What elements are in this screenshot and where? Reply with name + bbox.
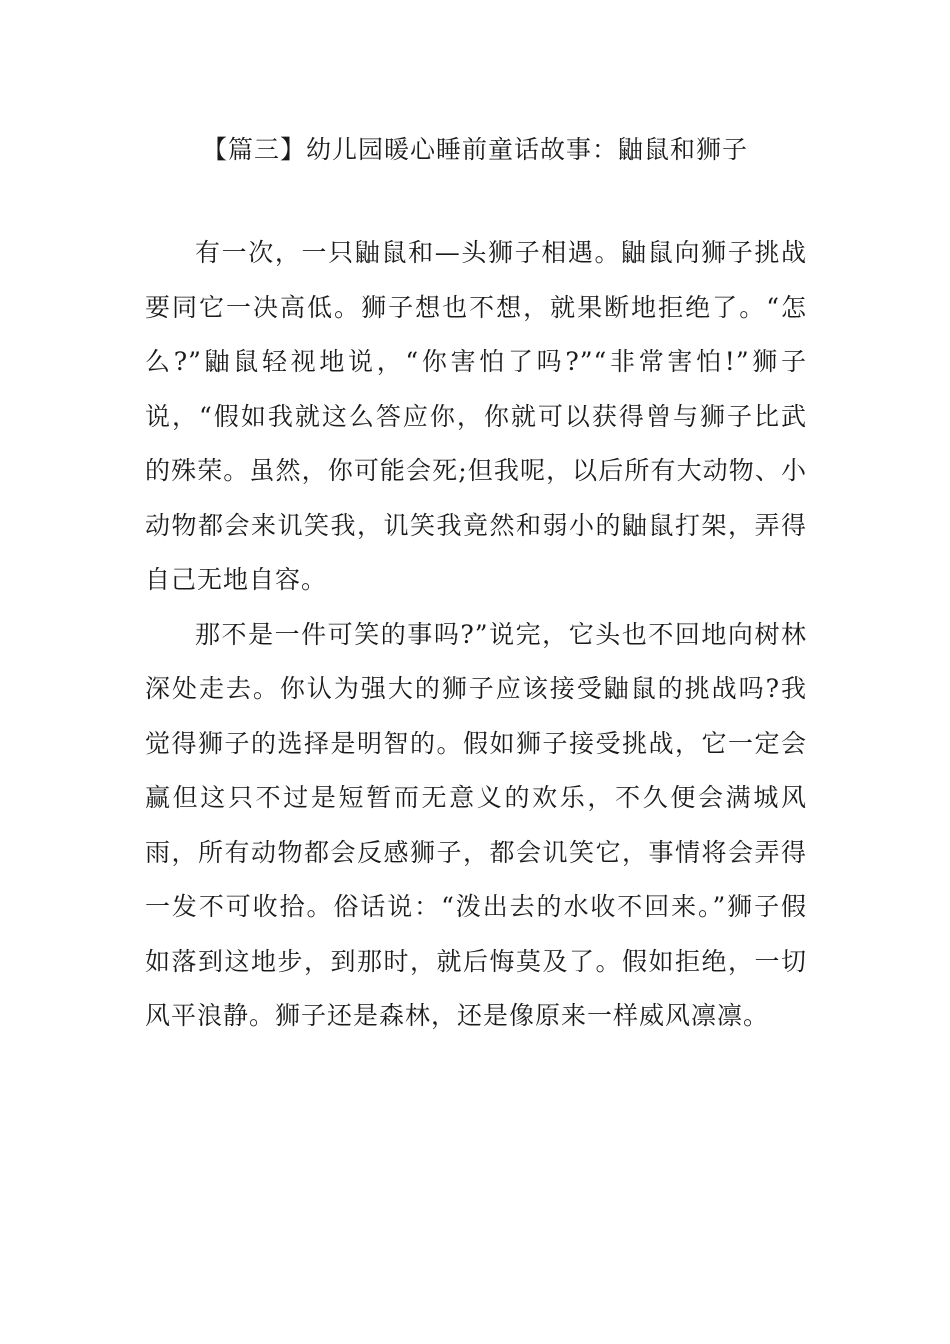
document-title: 【篇三】幼儿园暖心睡前童话故事：鼬鼠和狮子	[201, 135, 748, 164]
document-body	[145, 226, 807, 1044]
paragraph-2: 那不是一件可笑的事吗?”说完，它头也不回地向树林深处走去。你认为强大的狮子应该接受鼬鼠的挑战吗?我觉得狮子的选择是明智的。假如狮子接受挑战，它一定会赢但这只不过是短暂而无意义的欢乐，不久便会满城风雨，所有动物都会反感狮子，都会讥笑它，事情将会弄得一发不可收拾。俗话说：“泼出去的水收不回来。”狮子假如落到这地步，到那时，就后悔莫及了。假如拒绝，一切风平浪静。狮子还是森林，还是像原来一样威风凛凛。	[145, 619, 807, 1030]
paragraph-1: 有一次，一只鼬鼠和—头狮子相遇。鼬鼠向狮子挑战要同它一决高低。狮子想也不想，就果断地拒绝了。“怎么?”鼬鼠轻视地说，“你害怕了吗?”“非常害怕!”狮子说，“假如我就这么答应你，你就可以获得曾与狮子比武的殊荣。虽然，你可能会死;但我呢，以后所有大动物、小动物都会来讥笑我，讥笑我竟然和弱小的鼬鼠打架，弄得自己无地自容。	[145, 238, 807, 594]
